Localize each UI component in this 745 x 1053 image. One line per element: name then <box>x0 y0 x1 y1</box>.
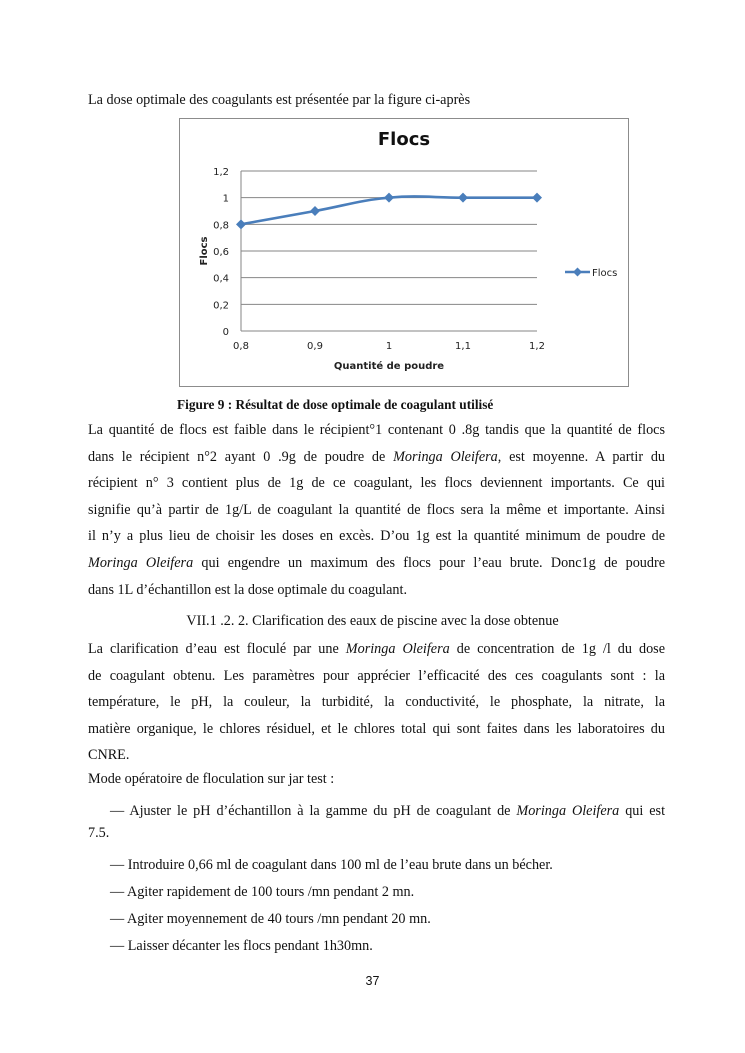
y-tick-label: 1,2 <box>213 167 229 178</box>
text-line: dans 1L d’échantillon est la dose optimale du coagulant. <box>88 581 407 598</box>
text-line: matière organique, le chlores résiduel, et le chlores total qui sont faites dans les laboratoires du <box>88 720 665 737</box>
y-tick-label: 0,8 <box>213 220 229 232</box>
figure-caption: Figure 9 : Résultat de dose optimale de coagulant utilisé <box>177 397 494 412</box>
y-tick-label: 1 <box>222 193 229 205</box>
procedure-step: — Agiter rapidement de 100 tours /mn pendant 2 mn. <box>110 884 415 900</box>
procedure-step: — Ajuster le pH d’échantillon à la gamme du pH de coagulant de Moringa Oleifera qui est <box>110 803 666 819</box>
text-line: il n’y a plus lieu de choisir les doses en excès. D’ou 1g est la quantité minimum de poudre de <box>88 528 665 545</box>
text-line: Moringa Oleifera qui engendre un maximum des flocs pour l’eau brute. Donc1g de poudre <box>88 554 665 571</box>
data-point-marker <box>236 219 246 229</box>
text-line: CNRE. <box>88 747 130 764</box>
species-name: Moringa Oleifera <box>345 641 450 657</box>
x-tick-label: 1,1 <box>455 341 471 352</box>
paragraph-results <box>88 417 665 603</box>
data-point-marker <box>532 193 542 203</box>
paragraph-clarification <box>88 636 665 769</box>
x-tick-label: 1,2 <box>529 341 545 352</box>
text-line: de coagulant obtenu. Les paramètres pour apprécier l’efficacité des ces coagulants sont : la <box>88 667 665 684</box>
procedure-step-wrap: 7.5. <box>88 825 110 841</box>
y-tick-label: 0,4 <box>213 273 229 285</box>
procedure-step: — Introduire 0,66 ml de coagulant dans 100 ml de l’eau brute dans un bécher. <box>110 857 553 873</box>
species-name: Moringa Oleifera <box>516 803 620 819</box>
text-line: dans le récipient n°2 ayant 0 .9g de poudre de Moringa Oleifera, est moyenne. A partir du <box>88 448 666 465</box>
y-tick-label: 0,6 <box>213 247 229 258</box>
text-line: La clarification d’eau est floculé par une Moringa Oleifera de concentration de 1g /l du dose <box>88 641 666 657</box>
x-axis-label: Quantité de poudre <box>333 361 445 372</box>
procedure-step: — Laisser décanter les flocs pendant 1h30mn. <box>110 938 373 954</box>
species-name: Moringa Oleifera <box>393 448 498 465</box>
chart-title: Flocs <box>377 129 431 150</box>
species-name: Moringa Oleifera <box>88 554 194 571</box>
legend-marker-icon <box>573 268 582 277</box>
data-point-marker <box>458 193 468 203</box>
chart-plot <box>180 119 628 386</box>
y-axis-label: Flocs <box>199 236 210 266</box>
y-tick-label: 0,2 <box>213 300 229 312</box>
section-heading: VII.1 .2. 2. Clarification des eaux de piscine avec la dose obtenue <box>186 613 559 629</box>
x-tick-label: 0,9 <box>307 341 323 352</box>
intro-text: La dose optimale des coagulants est présentée par la figure ci-après <box>88 92 471 108</box>
mode-operatoire-title: Mode opératoire de floculation sur jar test : <box>88 771 335 787</box>
text-line: signifie qu’à partir de 1g/L de coagulant la quantité de flocs sera la même et importante. Ainsi <box>88 501 665 518</box>
data-point-marker <box>310 206 320 216</box>
flocs-chart <box>179 118 629 387</box>
data-point-marker <box>384 193 394 203</box>
page-number: 37 <box>365 974 380 988</box>
x-tick-label: 1 <box>385 341 393 352</box>
y-tick-label: 0 <box>222 327 229 338</box>
text-line: température, le pH, la couleur, la turbidité, la conductivité, le phosphate, la nitrate, la <box>88 694 665 711</box>
procedure-step: — Agiter moyennement de 40 tours /mn pendant 20 mn. <box>110 911 431 927</box>
x-tick-label: 0,8 <box>233 341 249 352</box>
text-line: récipient n° 3 contient plus de 1g de ce coagulant, les flocs deviennent importants. Ce qui <box>88 475 665 492</box>
text-line: La quantité de flocs est faible dans le récipient°1 contenant 0 .8g tandis que la quantité de flocs <box>88 422 665 438</box>
legend-label: Flocs <box>592 268 618 279</box>
